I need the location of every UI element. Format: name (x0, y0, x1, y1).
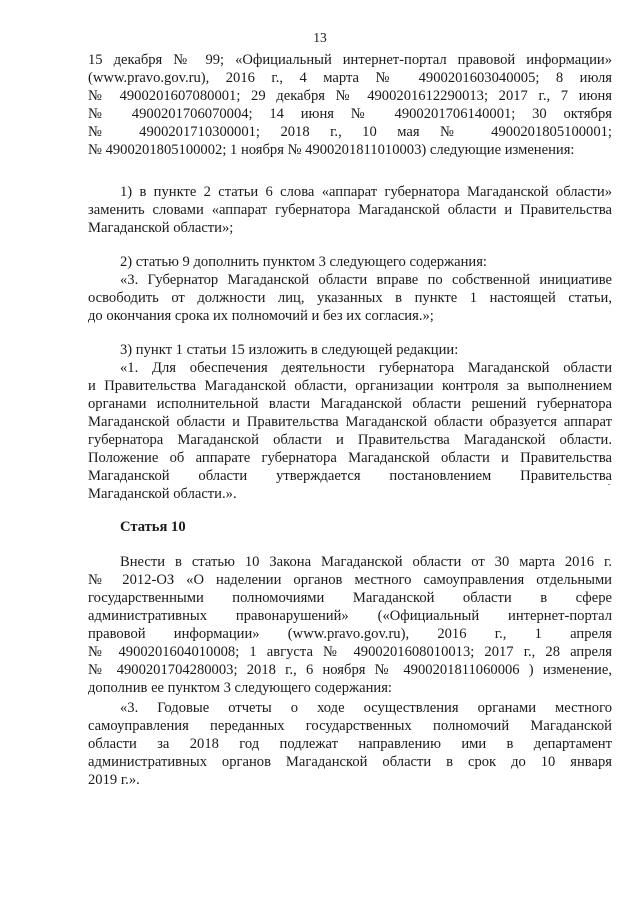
text-line: № 4900201710300001; 2018 г., 10 мая № 4900201805100001; (88, 124, 612, 140)
text-line: области за 2018 год подлежат направлению ими в департамент (88, 736, 612, 752)
text-line: губернатора Магаданской области и Правительства Магаданской области. (88, 432, 612, 448)
text-line: правовой информации» (www.pravo.gov.ru), 2016 г., 1 апреля (88, 626, 612, 642)
text-line: 3) пункт 1 статьи 15 изложить в следующей редакции: (120, 342, 459, 358)
page-number: 13 (313, 30, 327, 45)
text-line: государственными полномочиями Магаданской области в сфере (88, 590, 612, 606)
text-line: Магаданской области»; (88, 220, 234, 236)
text-line: органами исполнительной власти Магаданской области решений губернатора (88, 396, 612, 412)
text-line: самоуправления переданных государственных полномочий Магаданской (88, 718, 612, 734)
text-line: 15 декабря № 99; «Официальный интернет-портал правовой информации» (88, 52, 612, 68)
text-line: № 2012-ОЗ «О наделении органов местного самоуправления отдельными (88, 572, 612, 588)
text-line: Внести в статью 10 Закона Магаданской области от 30 марта 2016 г. (120, 554, 612, 570)
text-line: (www.pravo.gov.ru), 2016 г., 4 марта № 4900201603040005; 8 июля (88, 70, 612, 86)
text-line: № 4900201805100002; 1 ноября № 4900201811010003) следующие изменения: (88, 142, 575, 158)
text-line: дополнив ее пунктом 3 следующего содержания: (88, 680, 392, 696)
text-line: № 4900201706070004; 14 июня № 4900201706140001; 30 октября (88, 106, 612, 122)
text-line: № 4900201607080001; 29 декабря № 4900201612290013; 2017 г., 7 июня (88, 88, 612, 104)
text-line: Магаданской области утверждается постановлением Правительства (88, 468, 612, 484)
text-line: 2) статью 9 дополнить пунктом 3 следующего содержания: (120, 254, 487, 270)
text-line: Магаданской области и Правительства Магаданской области образуется аппарат (88, 414, 612, 430)
text-line: № 4900201704280003; 2018 г., 6 ноября № 4900201811060006 ) изменение, (88, 662, 612, 678)
text-line: и Правительства Магаданской области, организации контроля за выполнением (88, 378, 612, 394)
text-line: 2019 г.». (88, 772, 140, 788)
text-line: освободить от должности лиц, указанных в пункте 1 настоящей статьи, (88, 290, 612, 306)
text-line: «1. Для обеспечения деятельности губернатора Магаданской области (120, 360, 612, 376)
text-line: Магаданской области.». (88, 486, 237, 502)
text-line: «3. Годовые отчеты о ходе осуществления органами местного (120, 700, 612, 716)
text-line: «3. Губернатор Магаданской области вправе по собственной инициативе (120, 272, 612, 288)
text-line: 1) в пункте 2 статьи 6 слова «аппарат губернатора Магаданской области» (120, 184, 612, 200)
text-line: административных правонарушений» («Официальный интернет-портал (88, 608, 612, 624)
text-line: № 4900201604010008; 1 августа № 4900201608010013; 2017 г., 28 апреля (88, 644, 612, 660)
article-heading: Статья 10 (120, 519, 186, 535)
scan-speck (608, 484, 610, 485)
text-line: Положение об аппарате губернатора Магаданской области и Правительства (88, 450, 612, 466)
text-line: до окончания срока их полномочий и без их согласия.»; (88, 308, 434, 324)
text-line: заменить словами «аппарат губернатора Магаданской области и Правительства (88, 202, 612, 218)
text-line: административных органов Магаданской области в срок до 10 января (88, 754, 612, 770)
